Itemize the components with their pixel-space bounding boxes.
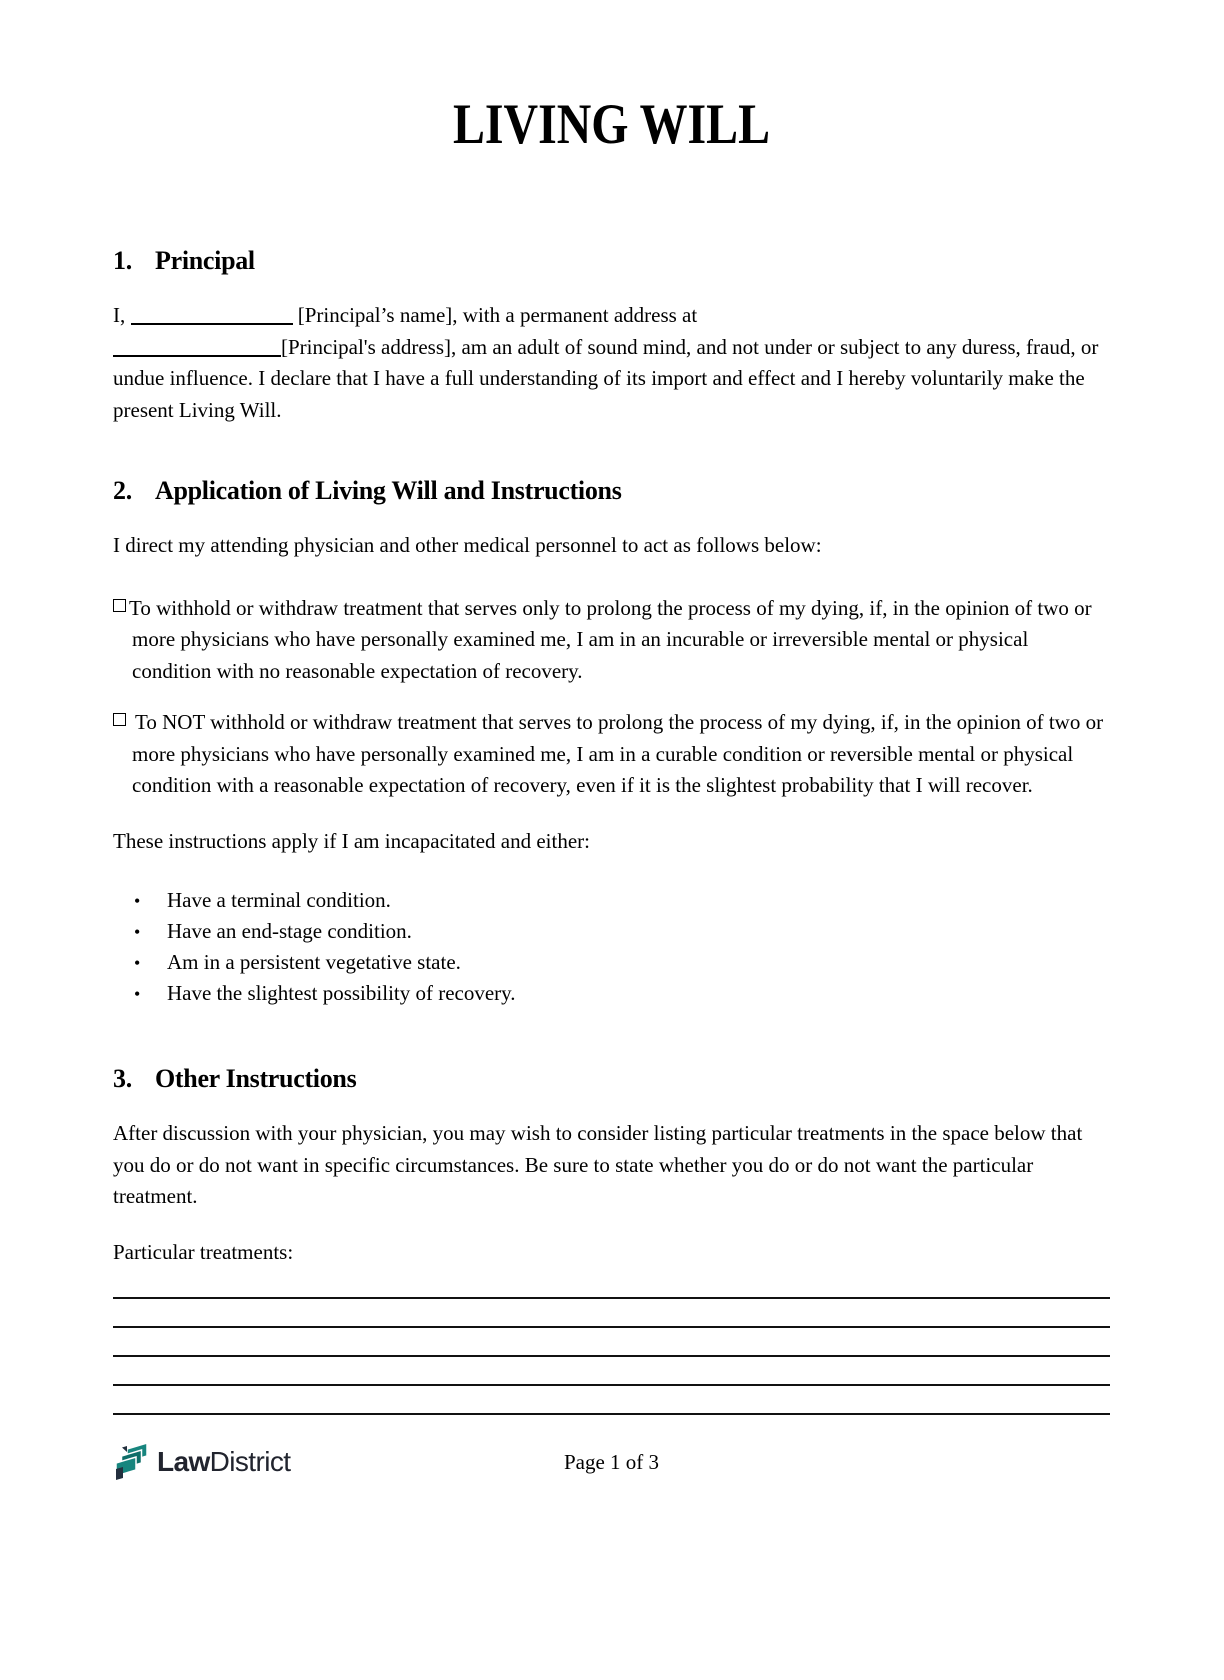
page-indicator: Page 1 of 3 [563, 1450, 660, 1474]
treatment-write-in-line-5[interactable] [113, 1386, 1110, 1415]
section-2-heading [113, 477, 1110, 504]
option-withhold-treatment [113, 593, 1110, 688]
list-item [113, 885, 1110, 916]
withhold-treatment-label: To withhold or withdraw treatment that serves only to prolong the process of my dying, if, in the opinion of two or more physicians who have personally examined me, I am in an incurable or irreversible mental or physical condition with no reasonable expectation of recovery. [129, 595, 1092, 683]
instructions-apply-text: These instructions apply if I am incapacitated and either: [113, 828, 590, 853]
not-withhold-treatment-label: To NOT withhold or withdraw treatment that serves to prolong the process of my dying, if, in the opinion of two or more physicians who have personally examined me, I am in a curable condition or reversible mental or physical condition with a reasonable expectation of recovery, even if it is the slightest probability that I will recover. [132, 710, 1104, 797]
condition-vegetative-state: Am in a persistent vegetative state. [167, 950, 461, 974]
section-1-title: Principal [155, 246, 255, 275]
principal-address-blank-field[interactable] [113, 351, 281, 357]
lawdistrict-logo-text [157, 1442, 290, 1482]
principal-declaration-text: [Principal's address], am an adult of sound mind, and not under or subject to any duress, fraud, or undue influence. I declare that I have a full understanding of its import and effect and I hereby voluntarily make the present Living Will. [113, 334, 1099, 422]
list-item [113, 916, 1110, 947]
application-intro: I direct my attending physician and other medical personnel to act as follows below: [113, 533, 822, 557]
particular-treatments-label: Particular treatments: [113, 1239, 294, 1264]
treatment-write-in-line-1[interactable] [113, 1270, 1110, 1299]
principal-name-line [113, 300, 1110, 332]
lawdistrict-logo [113, 1440, 290, 1484]
particular-treatments-write-in-area [113, 1270, 1110, 1415]
lawdistrict-logo-icon [113, 1440, 153, 1484]
section-2-title: Application of Living Will and Instructions [155, 476, 622, 505]
option-not-withhold-treatment [113, 707, 1110, 802]
principal-name-blank-field[interactable] [131, 319, 293, 325]
condition-terminal: Have a terminal condition. [167, 888, 391, 912]
treatment-write-in-line-2[interactable] [113, 1299, 1110, 1328]
bullet-icon: • [134, 953, 141, 973]
bullet-icon: • [134, 891, 141, 911]
withhold-treatment-checkbox[interactable] [113, 599, 126, 612]
principal-paragraph [113, 300, 1110, 426]
section-3-number: 3. [113, 1064, 132, 1093]
logo-law-text: Law [157, 1446, 210, 1477]
condition-end-stage: Have an end-stage condition. [167, 919, 412, 943]
logo-district-text: District [209, 1446, 291, 1477]
bullet-icon: • [134, 922, 141, 942]
page-footer [113, 1437, 1110, 1487]
conditions-bullet-list [113, 885, 1110, 1009]
principal-address-line [113, 332, 1110, 427]
not-withhold-treatment-checkbox[interactable] [113, 713, 126, 726]
bullet-icon: • [134, 984, 141, 1004]
other-instructions-paragraph: After discussion with your physician, you may wish to consider listing particular treatments in the space below that you do or do not want in specific circumstances. Be sure to state whether you do or do not want the particular treatment. [113, 1121, 1083, 1208]
list-item [113, 978, 1110, 1009]
condition-possibility-recovery: Have the slightest possibility of recovery. [167, 981, 516, 1005]
living-will-document-page [0, 93, 1224, 1487]
list-item [113, 947, 1110, 978]
principal-line-prefix: I, [113, 303, 126, 327]
section-2-number: 2. [113, 476, 132, 505]
section-1-number: 1. [113, 246, 132, 275]
principal-name-label: [Principal’s name], with a permanent address at [297, 303, 698, 327]
section-3-title: Other Instructions [155, 1064, 357, 1093]
treatment-write-in-line-3[interactable] [113, 1328, 1110, 1357]
document-title: LIVING WILL [452, 93, 771, 156]
treatment-write-in-line-4[interactable] [113, 1357, 1110, 1386]
section-1-heading [113, 247, 1110, 274]
section-3-heading [113, 1065, 1110, 1092]
